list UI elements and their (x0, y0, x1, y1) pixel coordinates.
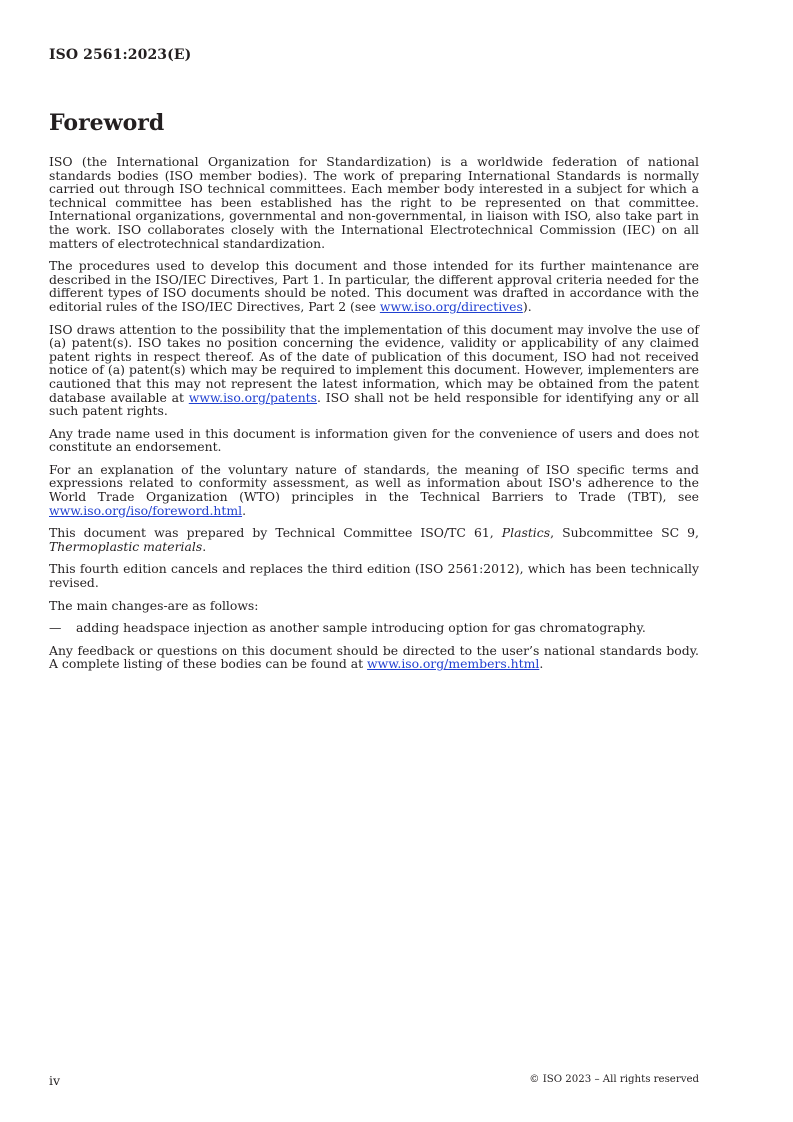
copyright-notice: © ISO 2023 – All rights reserved (529, 1074, 699, 1085)
paragraph-procedures (49, 259, 699, 313)
members-link[interactable]: www.iso.org/members.html (367, 656, 540, 672)
document-identifier: ISO 2561:2023(E) (49, 47, 192, 63)
list-dash: — (49, 620, 62, 636)
list-item-text: adding headspace injection as another sample introducing option for gas chromatography. (76, 620, 646, 636)
committee-name: Plastics (501, 525, 551, 541)
directives-link[interactable]: www.iso.org/directives (379, 298, 523, 314)
paragraph-text: , Subcommittee SC 9, (550, 525, 699, 541)
paragraph-text: . ISO shall not be held responsible for identifying any or all such patent rights. (49, 389, 699, 419)
paragraph-text: . (242, 502, 247, 518)
paragraph-text: ISO draws attention to the possibility that the implementation of this document may involve the use of (a) patent(s). ISO takes no position concerning the evidence, validity or applicability of any claimed patent rights in respect thereof. As of the date of publication of this document, ISO had not received notice of (a) patent(s) which may be required to implement this document. However, implementers are cautioned that this may not represent the latest information, which may be obtained from the patent database available at (49, 321, 699, 405)
paragraph-text: Any feedback or questions on this document should be directed to the user’s national standards body. A complete listing of these bodies can be found at (49, 642, 699, 672)
patents-link[interactable]: www.iso.org/patents (188, 389, 318, 405)
paragraph-changes-intro: The main changes-are as follows: (49, 597, 259, 613)
paragraph-iso-intro: ISO (the International Organization for Standardization) is a worldwide federation of national standards bodies (ISO member bodies). The work of preparing International Standards is normally carried out through ISO technical committees. Each member body interested in a subject for which a technical committee has been established has the right to be represented on that committee. International organizations, governmental and non-governmental, in liaison with ISO, also take part in the work. ISO collaborates closely with the International Electrotechnical Commission (IEC) on all matters of electrotechnical standardization. (49, 154, 699, 251)
paragraph-text: For an explanation of the voluntary nature of standards, the meaning of ISO specific terms and expressions related to conformity assessment, as well as information about ISO's adherence to the World Trade Organization (WTO) principles in the Technical Barriers to Trade (TBT), see (49, 461, 699, 505)
paragraph-committee (49, 526, 699, 553)
paragraph-patents (49, 323, 699, 418)
foreword-link[interactable]: www.iso.org/iso/foreword.html (49, 502, 243, 518)
paragraph-text: . (539, 656, 544, 672)
paragraph-voluntary-nature (49, 463, 699, 517)
paragraph-edition: This fourth edition cancels and replaces the third edition (ISO 2561:2012), which has been technically revised. (49, 561, 699, 591)
subcommittee-name: Thermoplastic materials (49, 538, 203, 554)
paragraph-text: This document was prepared by Technical Committee ISO/TC 61, (49, 525, 502, 541)
paragraph-text: . (202, 538, 207, 554)
paragraph-feedback (49, 644, 699, 671)
paragraph-text: The procedures used to develop this document and those intended for its further maintenance are described in the ISO/IEC Directives, Part 1. In particular, the different approval criteria needed for the different types of ISO documents should be noted. This document was drafted in accordance with the editorial rules of the ISO/IEC Directives, Part 2 (see (49, 258, 699, 314)
foreword-body (49, 155, 699, 680)
section-heading: Foreword (49, 110, 165, 136)
paragraph-text: ). (522, 298, 532, 314)
paragraph-trade-name: Any trade name used in this document is information given for the convenience of users and does not constitute an endorsement. (49, 425, 699, 455)
list-item (49, 621, 699, 635)
page-number: iv (49, 1073, 61, 1088)
